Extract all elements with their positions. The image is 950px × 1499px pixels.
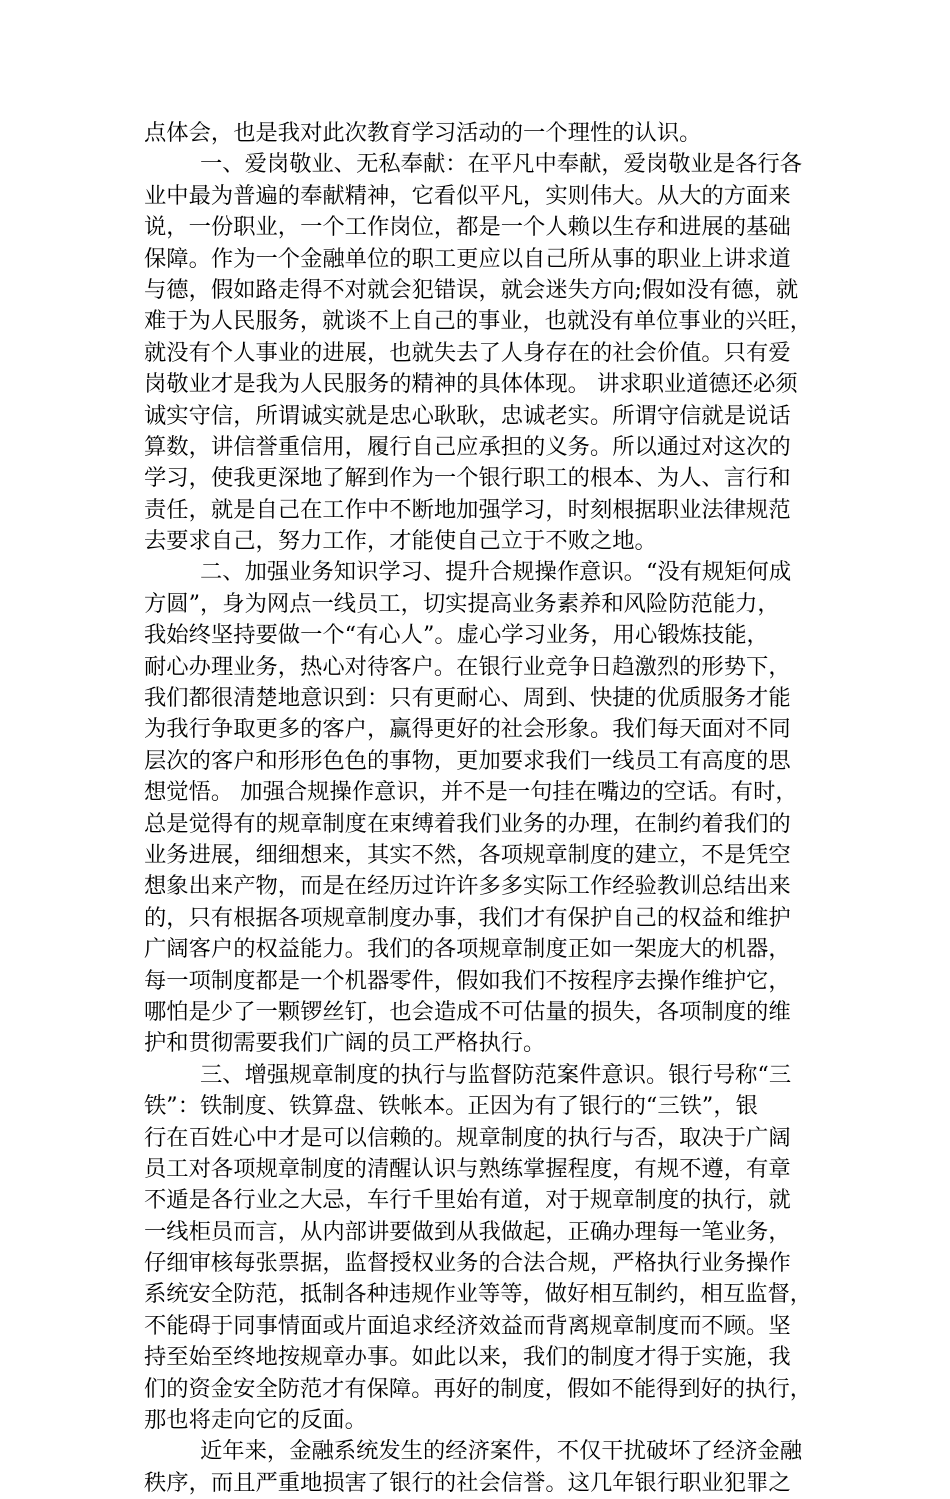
text-line: 每一项制度都是一个机器零件，假如我们不按程序去操作维护它， [144, 967, 791, 994]
text-line: 们的资金安全防范才有保障。再好的制度，假如不能得到好的执行， [144, 1375, 812, 1402]
text-line: 与德，假如路走得不对就会犯错误，就会迷失方向;假如没有德，就 [144, 276, 799, 303]
text-line: 一线柜员而言，从内部讲要做到从我做起，正确办理每一笔业务， [144, 1218, 791, 1245]
text-line: 那也将走向它的反面。 [144, 1407, 367, 1434]
text-line: 难于为人民服务，就谈不上自己的事业，也就没有单位事业的兴旺， [144, 308, 812, 335]
paragraph-2-heading-line: 二、加强业务知识学习、提升合规操作意识。“没有规矩何成 [200, 559, 792, 586]
text-line: 业中最为普遍的奉献精神，它看似平凡，实则伟大。从大的方面来 [144, 182, 791, 209]
text-line: 持至始至终地按规章办事。如此以来，我们的制度才得于实施，我 [144, 1344, 791, 1371]
text-line: 仔细审核每张票据，监督授权业务的合法合规，严格执行业务操作 [144, 1250, 791, 1277]
paragraph-1-heading-line: 一、爱岗敬业、无私奉献：在平凡中奉献，爱岗敬业是各行各 [200, 151, 803, 178]
text-line: 就没有个人事业的进展，也就失去了人身存在的社会价值。只有爱 [144, 339, 791, 366]
text-line: 保障。作为一个金融单位的职工更应以自己所从事的职业上讲求道 [144, 245, 791, 272]
text-line: 算数，讲信誉重信用，履行自己应承担的义务。所以通过对这次的 [144, 433, 791, 460]
text-line: 想觉悟。 加强合规操作意识，并不是一句挂在嘴边的空话。有时， [144, 779, 798, 806]
text-line: 方圆”，身为网点一线员工，切实提高业务素养和风险防范能力， [144, 590, 780, 617]
text-line: 责任，就是自己在工作中不断地加强学习，时刻根据职业法律规范 [144, 496, 791, 523]
text-line: 秩序，而且严重地损害了银行的社会信誉。这几年银行职业犯罪之 [144, 1469, 791, 1496]
text-line: 行在百姓心中才是可以信赖的。规章制度的执行与否，取决于广阔 [144, 1124, 791, 1151]
paragraph-4-first-line: 近年来，金融系统发生的经济案件，不仅干扰破坏了经济金融 [200, 1438, 803, 1465]
text-line: 去要求自己，努力工作，才能使自己立于不败之地。 [144, 528, 657, 555]
text-line: 我们都很清楚地意识到：只有更耐心、周到、快捷的优质服务才能 [144, 685, 791, 712]
text-line: 业务进展，细细想来，其实不然，各项规章制度的建立，不是凭空 [144, 841, 791, 868]
text-line: 岗敬业才是我为人民服务的精神的具体体现。 讲求职业道德还必须 [144, 371, 798, 398]
text-line: 铁”：铁制度、铁算盘、铁帐本。正因为有了银行的“三铁”，银 [144, 1093, 758, 1120]
text-line: 系统安全防范，抵制各种违规作业等等，做好相互制约，相互监督， [144, 1281, 812, 1308]
text-line: 我始终坚持要做一个“有心人”。虚心学习业务，用心锻炼技能， [144, 622, 769, 649]
text-line: 学习，使我更深地了解到作为一个银行职工的根本、为人、言行和 [144, 465, 791, 492]
text-line: 广阔客户的权益能力。我们的各项规章制度正如一架庞大的机器， [144, 936, 791, 963]
text-line: 总是觉得有的规章制度在束缚着我们业务的办理，在制约着我们的 [144, 810, 791, 837]
text-line: 说，一份职业，一个工作岗位，都是一个人赖以生存和进展的基础 [144, 214, 791, 241]
text-line: 的，只有根据各项规章制度办事，我们才有保护自己的权益和维护 [144, 904, 791, 931]
body-text [144, 118, 812, 1499]
text-line: 不遁是各行业之大忌，车行千里始有道，对于规章制度的执行，就 [144, 1187, 791, 1214]
text-line: 层次的客户和形形色色的事物，更加要求我们一线员工有高度的思 [144, 747, 791, 774]
text-line: 想象出来产物，而是在经历过许许多多实际工作经验教训总结出来 [144, 873, 791, 900]
text-line: 员工对各项规章制度的清醒认识与熟练掌握程度，有规不遵，有章 [144, 1155, 791, 1182]
text-line: 为我行争取更多的客户，赢得更好的社会形象。我们每天面对不同 [144, 716, 791, 743]
text-line: 不能碍于同事情面或片面追求经济效益而背离规章制度而不顾。坚 [144, 1312, 791, 1339]
text-line: 点体会，也是我对此次教育学习活动的一个理性的认识。 [144, 120, 702, 146]
paragraph-3-heading-line: 三、增强规章制度的执行与监督防范案件意识。银行号称“三 [200, 1061, 792, 1088]
text-line: 耐心办理业务，热心对待客户。在银行业竞争日趋激烈的形势下， [144, 653, 791, 680]
text-line: 护和贯彻需要我们广阔的员工严格执行。 [144, 1030, 546, 1057]
text-line: 诚实守信，所谓诚实就是忠心耿耿，忠诚老实。所谓守信就是说话 [144, 402, 791, 429]
text-line: 哪怕是少了一颗锣丝钉，也会造成不可估量的损失，各项制度的维 [144, 998, 791, 1025]
